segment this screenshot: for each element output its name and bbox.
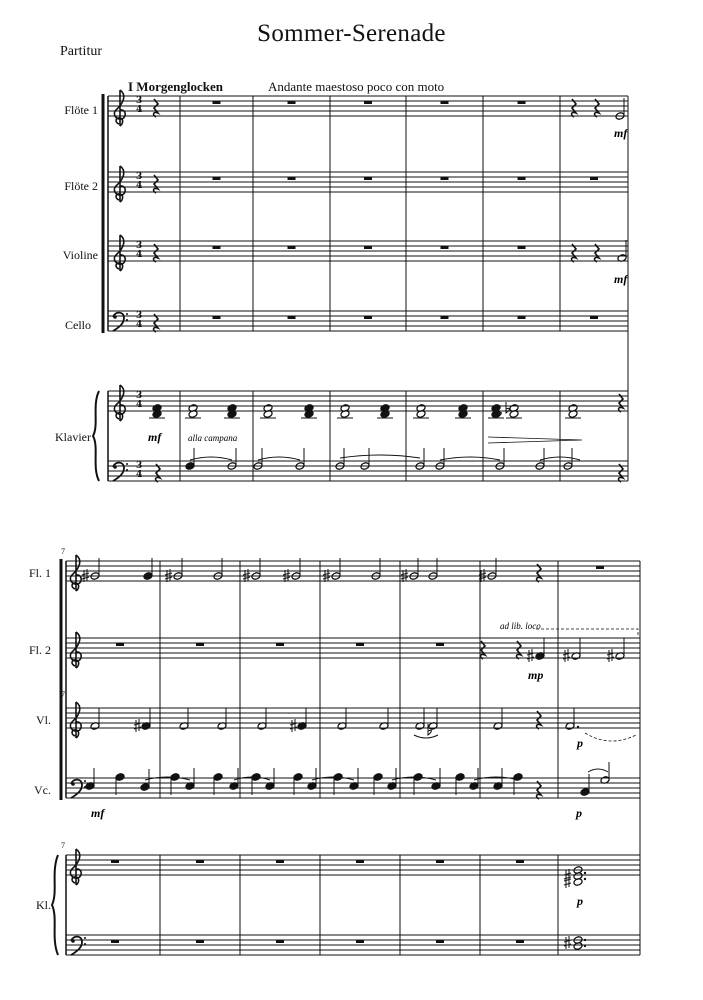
quarter-rest [154,99,158,117]
quarter-rest [537,564,541,582]
whole-rest [364,177,372,180]
svg-text:3: 3 [136,461,143,471]
instrument-label-floete1: Flöte 1 [64,103,98,117]
score-type-label: Partitur [60,44,102,59]
note-vc [373,773,383,782]
treble-clef [114,235,125,271]
slur [588,769,608,772]
note-vc [140,783,150,792]
slur [414,735,438,738]
whole-rest [116,643,124,646]
bass-clef-dot [126,463,128,465]
bass-clef-dot [84,937,86,939]
dynamic-violine: mf [614,272,628,286]
whole-rest [276,940,284,943]
bass-clef-dot [113,465,117,469]
dynamic-klavier-sys2: p [577,894,583,908]
whole-rest [516,860,524,863]
movement-heading: I Morgenglocken [128,79,223,94]
instrument-label-kl: Kl. [36,898,51,912]
whole-rest [364,101,372,104]
sharp [563,649,570,662]
dot [577,726,579,728]
quarter-rest [154,244,158,262]
tempo-marking: Andante maestoso poco con moto [268,79,445,94]
dynamic-klavier: mf [148,430,162,444]
whole-rest [213,316,221,319]
svg-text:3: 3 [136,391,143,401]
whole-rest [213,177,221,180]
time-signatures [136,96,142,480]
measure-number-vl1: 7 [61,547,65,556]
quarter-rest [481,641,485,659]
bass-clef-dot [84,943,86,945]
whole-rest [213,101,221,104]
svg-text:3: 3 [136,96,143,106]
svg-text:3: 3 [136,172,143,182]
svg-text:3: 3 [136,311,143,321]
measure-number-vl2: 7 [61,690,65,699]
whole-rest [364,316,372,319]
quarter-rest [154,175,158,193]
dynamic-cello-sys2-start: mf [91,806,105,820]
instrument-label-fl2: Fl. 2 [28,643,51,657]
sharp [564,936,571,949]
treble-clef [70,702,81,738]
quarter-rest [537,781,541,799]
whole-rest [196,643,204,646]
svg-text:3: 3 [136,241,143,251]
whole-rest [590,316,598,319]
whole-rest [518,177,526,180]
sharp [607,649,614,662]
whole-rest [518,316,526,319]
bass-clef-dot [71,782,75,786]
dynamic-floete2-sys2: mp [528,668,544,682]
svg-text:4: 4 [136,470,143,480]
whole-rest [436,940,444,943]
quarter-rest [517,641,521,659]
note-fl1 [143,572,153,581]
whole-rest [436,860,444,863]
ad-lib-bracket [536,629,638,636]
expression-alla-campana: alla campana [188,433,238,443]
bass-clef-dot [113,315,117,319]
quarter-rest [595,99,599,117]
bass-clef-dot [126,319,128,321]
instrument-label-klavier: Klavier [55,430,91,444]
quarter-rest [537,711,541,729]
expression-ad-lib-loco: ad lib. loco [500,621,541,631]
whole-rest [196,860,204,863]
dynamic-floete1: mf [614,126,628,140]
whole-rest [288,316,296,319]
svg-text:4: 4 [136,250,143,260]
bass-clef-dot [126,469,128,471]
measure-number-vl3: 7 [61,841,65,850]
quarter-rest [572,244,576,262]
instrument-label-vc: Vc. [34,783,51,797]
treble-clef [114,385,125,421]
whole-rest [516,940,524,943]
whole-rest [111,940,119,943]
whole-rest [111,860,119,863]
instrument-label-fl1: Fl. 1 [28,566,51,580]
bass-clef-dot [84,780,86,782]
quarter-rest [154,314,158,332]
svg-text:4: 4 [136,181,143,191]
piano-brace-2 [52,855,58,955]
dot [584,939,586,941]
dot [584,945,586,947]
whole-rest [288,177,296,180]
whole-rest [441,246,449,249]
svg-text:4: 4 [136,400,143,410]
note-vc [115,773,125,782]
treble-clef [114,90,125,126]
treble-clef [70,555,81,591]
whole-rest [356,643,364,646]
slur [340,455,420,458]
whole-rest [518,246,526,249]
svg-text:4: 4 [136,320,143,330]
whole-rest [596,566,604,569]
note-vc [580,788,590,797]
bass-clef-dot [126,313,128,315]
whole-rest [441,101,449,104]
bass-clef-dot [71,939,75,943]
dynamic-violine-sys2: p [577,736,583,750]
whole-rest [288,101,296,104]
instrument-label-violine: Violine [62,248,98,262]
whole-rest [441,316,449,319]
whole-rest [276,860,284,863]
quarter-rest [572,99,576,117]
quarter-rest [619,464,623,482]
whole-rest [590,177,598,180]
slur [440,457,500,460]
whole-rest [441,177,449,180]
treble-clef [114,166,125,202]
dot [584,872,586,874]
svg-text:4: 4 [136,105,143,115]
note-vc [455,773,465,782]
bass-note [185,462,195,471]
instrument-label-cello: Cello [65,318,91,332]
quarter-rest [619,394,623,412]
piano-brace [93,391,99,481]
whole-rest [364,246,372,249]
whole-rest [436,643,444,646]
whole-rest [356,860,364,863]
dot [584,878,586,880]
quarter-rest [156,464,160,482]
instrument-label-vl: Vl. [36,713,51,727]
whole-rest [356,940,364,943]
whole-rest [276,643,284,646]
slur [190,457,232,460]
treble-clef [70,632,81,668]
instrument-label-floete2: Flöte 2 [64,179,98,193]
dynamic-cello-sys2-end: p [576,806,582,820]
score-title: Sommer-Serenade [257,20,446,47]
treble-clef [70,849,81,885]
whole-rest [213,246,221,249]
whole-rest [196,940,204,943]
sharp [527,649,534,662]
sharp [134,719,141,732]
slur [258,457,300,460]
note-vc [213,773,223,782]
dashed-slur [585,733,636,741]
diminuendo-hairpin [488,437,582,443]
note-vc [293,773,303,782]
quarter-rest [595,244,599,262]
whole-rest [518,101,526,104]
sharp [290,719,297,732]
whole-rest [288,246,296,249]
